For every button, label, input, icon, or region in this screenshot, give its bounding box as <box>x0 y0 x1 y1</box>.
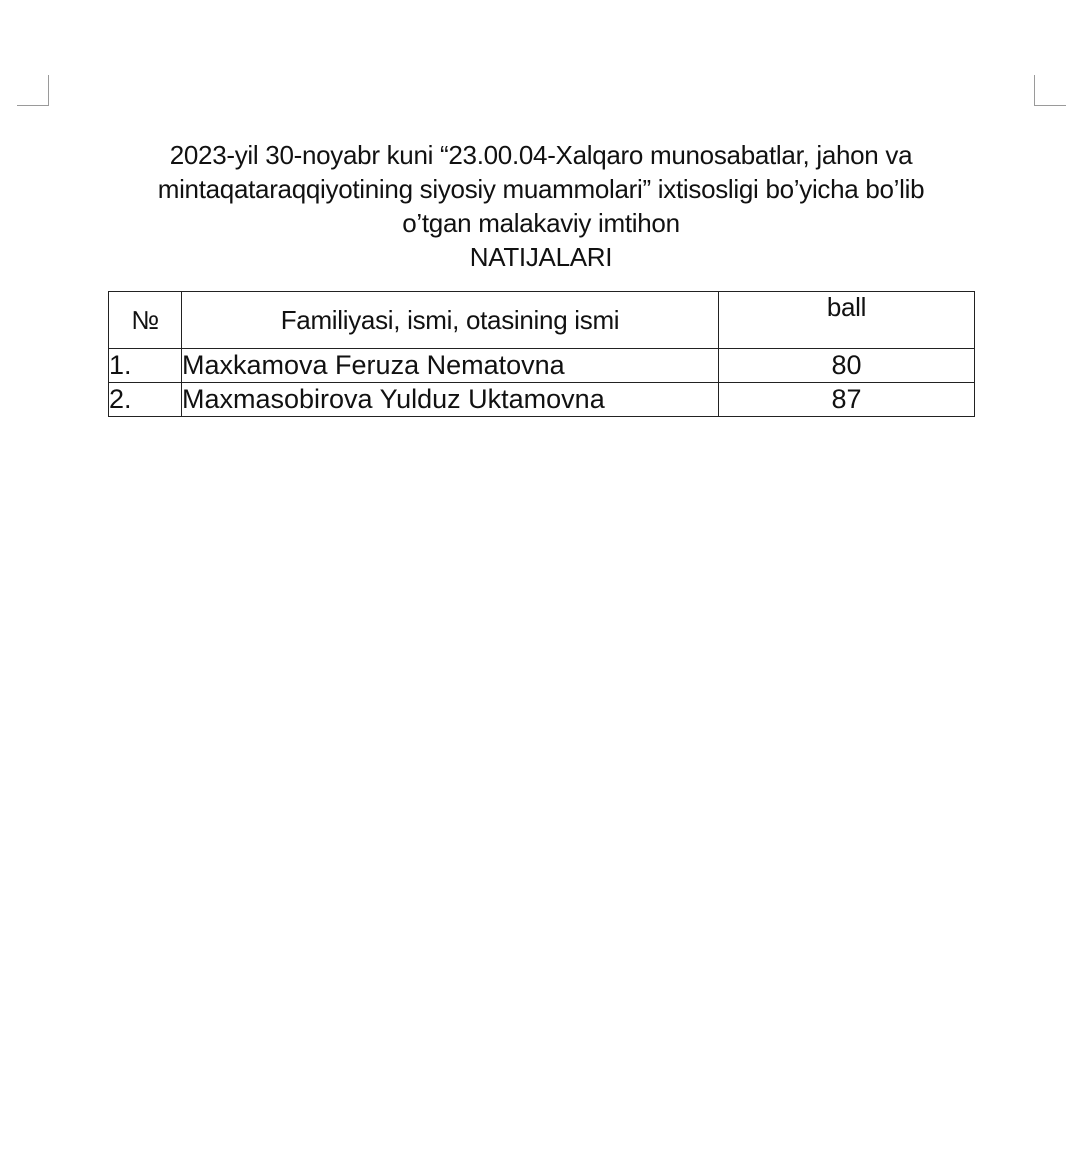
column-header-score: ball <box>719 292 975 349</box>
column-header-number: № <box>109 292 182 349</box>
crop-mark-top-left <box>17 75 49 106</box>
row-number: 1. <box>109 349 182 383</box>
row-score: 80 <box>719 349 975 383</box>
column-header-name: Familiyasi, ismi, otasining ismi <box>182 292 719 349</box>
heading-line-3: o’tgan malakaviy imtihon <box>402 208 680 238</box>
heading-line-4: NATIJALARI <box>469 242 613 272</box>
table-header-row <box>109 292 975 349</box>
document-heading <box>60 138 1022 274</box>
heading-line-2: mintaqataraqqiyotining siyosiy muammolari” ixtisosligi bo’yicha bo’lib <box>157 174 925 204</box>
heading-line-1: 2023-yil 30-noyabr kuni “23.00.04-Xalqaro munosabatlar, jahon va <box>169 140 913 170</box>
row-name: Maxmasobirova Yulduz Uktamovna <box>182 383 719 417</box>
table-row <box>109 349 975 383</box>
results-table <box>108 291 975 417</box>
table-row <box>109 383 975 417</box>
row-name: Maxkamova Feruza Nematovna <box>182 349 719 383</box>
row-score: 87 <box>719 383 975 417</box>
crop-mark-top-right <box>1034 75 1066 106</box>
row-number: 2. <box>109 383 182 417</box>
